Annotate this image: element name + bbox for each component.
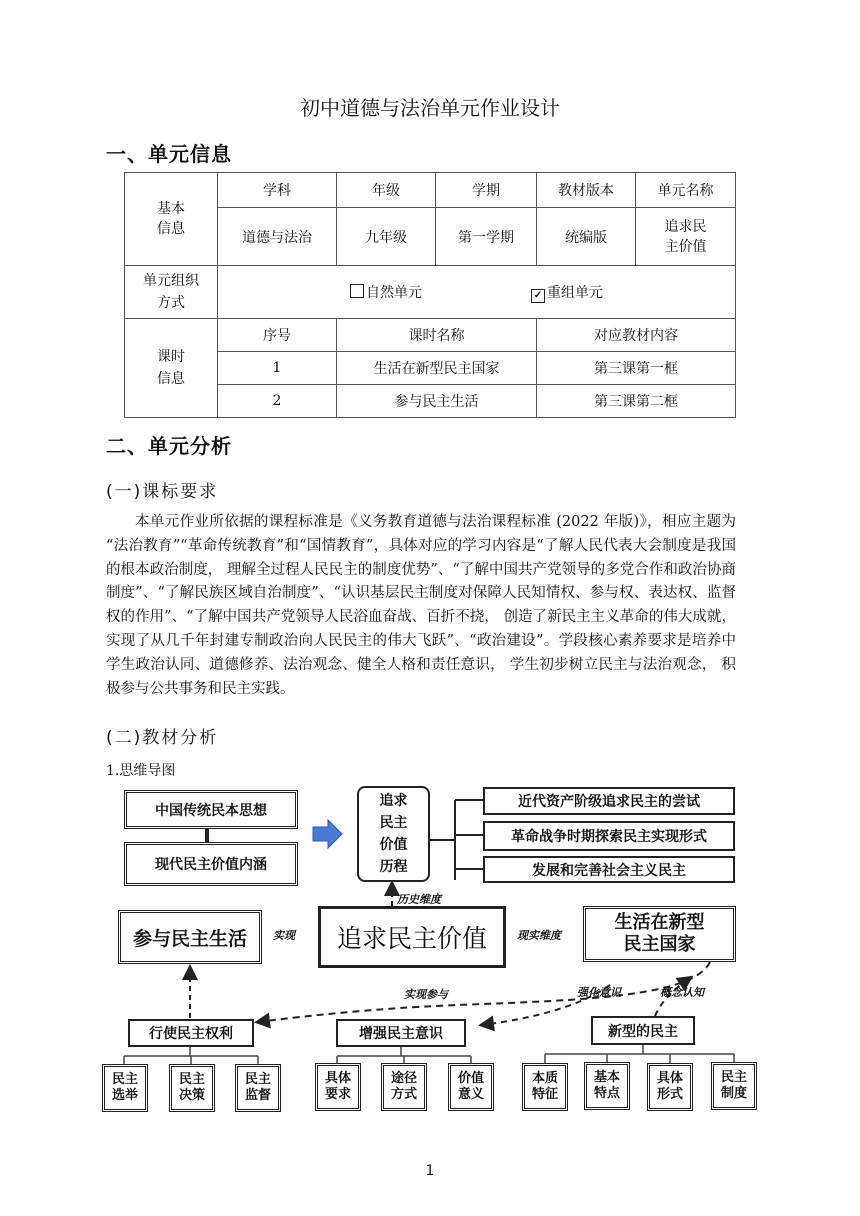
leaf-system: 民主 制度 — [711, 1062, 757, 1110]
value-subject: 道德与法治 — [218, 208, 337, 266]
history-process-text: 追求 民主 价值 历程 — [379, 793, 408, 875]
exercise-rights-box: 行使民主权利 — [128, 1019, 254, 1047]
value-unit-name: 追求民 主价值 — [636, 208, 736, 266]
value-grade: 九年级 — [337, 208, 436, 266]
leaf-election: 民主 选举 — [102, 1064, 148, 1112]
header-term: 学期 — [436, 173, 537, 208]
mindmap-label: 1.思维导图 — [106, 763, 176, 779]
participate-box: 参与民主生活 — [118, 910, 262, 964]
header-grade: 年级 — [337, 173, 436, 208]
label-concept: 概念认知 — [660, 986, 704, 999]
lesson-header-no: 序号 — [218, 319, 337, 352]
lesson-info-label: 课时 信息 — [125, 319, 218, 418]
value-edition: 统编版 — [537, 208, 636, 266]
section-heading-unit-analysis: 二、单元分析 — [106, 434, 232, 458]
traditional-thought-box: 中国传统民本思想 — [124, 790, 298, 829]
awareness-box: 增强民主意识 — [336, 1019, 466, 1047]
leaf-value: 价值 意义 — [448, 1063, 494, 1111]
header-unit-name: 单元名称 — [636, 173, 736, 208]
right-box-1: 近代资产阶级追求民主的尝试 — [483, 787, 735, 815]
subheading-textbook: (二)教材分析 — [106, 728, 219, 748]
lesson-header-content: 对应教材内容 — [537, 319, 736, 352]
regroup-unit-checkbox: ✓ 重组单元 — [531, 285, 603, 301]
lesson-no: 2 — [218, 385, 337, 418]
lesson-name: 参与民主生活 — [337, 385, 537, 418]
lesson-no: 1 — [218, 352, 337, 385]
leaf-supervision: 民主 监督 — [235, 1064, 281, 1112]
leaf-essence: 本质 特征 — [522, 1063, 568, 1111]
regroup-unit-label: 重组单元 — [546, 284, 603, 301]
right-box-2: 革命战争时期探索民主实现形式 — [483, 821, 735, 851]
lesson-name: 生活在新型民主国家 — [337, 352, 537, 385]
lesson-content: 第三课第二框 — [537, 385, 736, 418]
leaf-requirements: 具体 要求 — [315, 1063, 361, 1111]
page-number: 1 — [425, 1163, 435, 1179]
label-realize: 实现 — [273, 929, 295, 942]
new-democracy-box: 新型的民主 — [591, 1016, 695, 1045]
new-democracy-country-box: 生活在新型 民主国家 — [583, 906, 736, 962]
lesson-content: 第三课第一框 — [537, 352, 736, 385]
basic-info-label: 基本 信息 — [125, 173, 218, 266]
modern-value-box: 现代民主价值内涵 — [124, 842, 298, 886]
natural-unit-label: 自然单元 — [366, 284, 423, 301]
subheading-curriculum: (一)课标要求 — [106, 482, 219, 502]
header-subject: 学科 — [218, 173, 337, 208]
label-strengthen: 强化意识 — [577, 986, 621, 999]
document-title: 初中道德与法治单元作业设计 — [300, 96, 560, 120]
leaf-features: 基本 特点 — [584, 1062, 630, 1110]
leaf-decision: 民主 决策 — [169, 1064, 215, 1112]
label-participation: 实现参与 — [404, 988, 448, 1001]
lesson-header-name: 课时名称 — [337, 319, 537, 352]
leaf-methods: 途径 方式 — [381, 1063, 427, 1111]
org-label: 单元组织 方式 — [125, 266, 218, 319]
leaf-forms: 具体 形式 — [647, 1063, 693, 1111]
curriculum-paragraph: 本单元作业所依据的课程标准是《义务教育道德与法治课程标准 (2022 年版)》，相应主题为 “法治教育”“革命传统教育”和“国情教育”，具体对应的学习内容是“了解人民代表大会制度是我国的根本政治制度， 理解全过程人民民主的制度优势”、“了解中国共产党领导的多党合作和政治协商制度”、“了解民族区域自治制度”、“认识基层民主制度对保障人民知情权、参与权、表达权、监督权的作用”、“了解中国共产党领导人民浴血奋战、百折不挠， 创造了新民主主义革命的伟大成就， 实现了从几千年封建专制政治向人民民主的伟大飞跃”、“政治建设”。学段核心素养要求是培养中学生政治认同、道德修养、法治观念、健全人格和责任意识， 学生初步树立民主与法治观念， 积极参与公共事务和民主实践。 — [106, 514, 736, 697]
history-process-box — [357, 786, 430, 882]
right-box-3: 发展和完善社会主义民主 — [483, 856, 735, 883]
label-history-dimension: 历史维度 — [397, 893, 441, 906]
dashed-curve — [258, 962, 710, 1022]
central-theme-box: 追求民主价值 — [318, 906, 506, 968]
value-term: 第一学期 — [436, 208, 537, 266]
label-reality-dimension: 现实维度 — [517, 929, 561, 942]
section-heading-unit-info: 一、单元信息 — [106, 142, 232, 166]
blue-arrow-icon — [313, 820, 342, 848]
header-edition: 教材版本 — [537, 173, 636, 208]
